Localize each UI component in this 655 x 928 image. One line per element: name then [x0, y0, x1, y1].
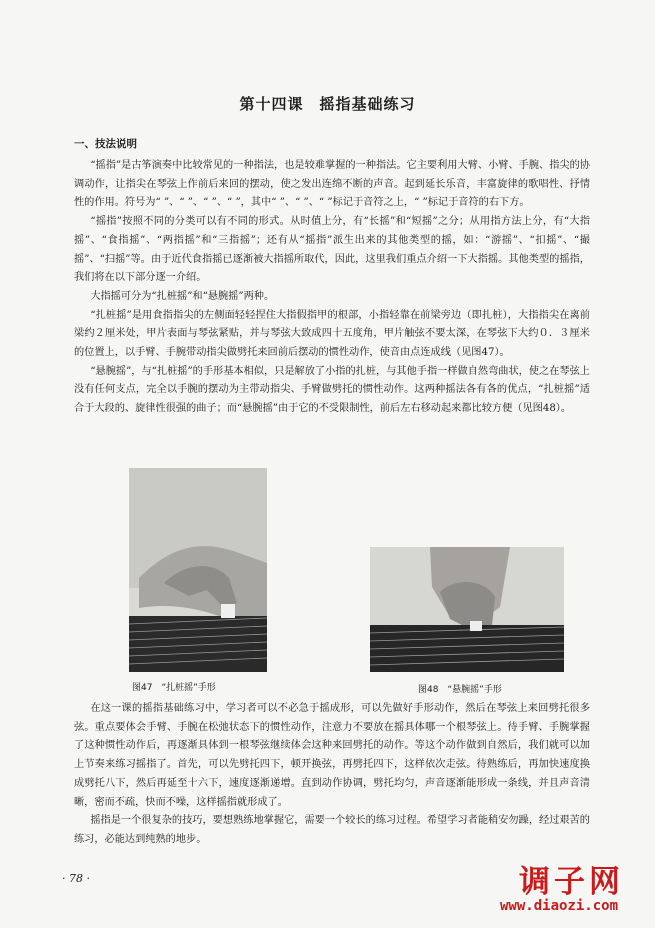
page-number: · 78 ·	[62, 872, 90, 885]
watermark-url: www.diaozi.com	[500, 898, 619, 914]
section-heading: 一、技法说明	[74, 138, 137, 150]
figures	[0, 462, 655, 695]
body-text-top	[74, 157, 590, 419]
paragraph: “扎桩摇”是用食指指尖的左侧面轻轻捏住大指假指甲的根部，小指轻靠在前梁旁边（即扎桩），大指指尖在离前梁约２厘米处，甲片表面与琴弦紧贴，并与琴弦大致成四十五度角，甲片触弦不要太深，在琴弦下大约０．３厘米的位置上，以手臂、手腕带动指尖做劈托来回前后摆动的惯性动作，使音由点连成线（见图47）。	[74, 309, 590, 359]
paragraph: “摇指”按照不同的分类可以有不同的形式。从时值上分，有“长摇”和“短摇”之分；从用指方法上分，有“大指摇”、“食指摇”、“两指摇”和“三指摇”；还有从“摇指”派生出来的其他类型的摇，如：“游摇”、“扣摇”、“撮摇”、“扫摇”等。由于近代食指摇已逐渐被大指摇所取代，因此，这里我们重点介绍一下大指摇。其他类型的摇指，我们将在以下部分逐一介绍。	[74, 216, 590, 284]
watermark-title: 调子网	[519, 864, 624, 900]
paragraph: “摇指”是古筝演奏中比较常见的一种指法，也是较难掌握的一种指法。它主要利用大臂、小臂、手腕、指尖的协调动作，让指尖在琴弦上作前后来回的摆动，使之发出连绵不断的声音。起到延长乐音，丰富旋律的歌唱性、抒情性的作用。符号为“ ”、“ ”、“ ”、“ ”，其中“ ”、“ ”、“ ”标记于音符之上，“ ”标记于音符的右下方。	[74, 160, 590, 209]
lesson-title: 第十四课 摇指基础练习	[239, 95, 416, 113]
figure-48-photo	[370, 547, 564, 672]
body-text-bottom	[74, 700, 590, 850]
paragraph: 摇指是一个很复杂的技巧，要想熟练地掌握它，需要一个较长的练习过程。希望学习者能稍安勿躁，经过艰苦的练习，必能达到纯熟的地步。	[74, 815, 590, 845]
figure-48-caption: 图48 “悬腕摇”手形	[418, 685, 502, 695]
figure-47-photo	[129, 468, 267, 672]
paragraph: 在这一课的摇指基础练习中，学习者可以不必急于摇成形，可以先做好手形动作，然后在琴弦上来回劈托很多弦。重点要体会手臂、手腕在松弛状态下的惯性动作，注意力不要放在摇具体哪一个根琴弦上。待手臂、手腕掌握了这种惯性动作后，再逐渐具体到一根琴弦继续体会这种来回劈托的动作。等这个动作做到自然后，我们就可以加上节奏来练习摇指了。首先，可以先劈托四下，顿开换弦，再劈托四下，这样依次走弦。待熟练后，再加快速度换成劈托八下，然后再延至十六下，速度逐渐递增。直到动作协调，劈托均匀，声音逐渐能形成一条线，并且声音清晰，密而不疏，快而不噪，这样摇指就形成了。	[74, 703, 590, 808]
paragraph: “悬腕摇”，与“扎桩摇”的手形基本相似，只是解放了小指的扎桩，与其他手指一样做自然弯曲状，使之在琴弦上没有任何支点，完全以手腕的摆动为主带动指尖、手臂做劈托的惯性动作。这两种摇法各有各的优点，“扎桩摇”适合于大段的、旋律性很强的曲子；而“悬腕摇”由于它的不受限制性，前后左右移动起来都比较方便（见图48）。	[74, 365, 590, 415]
figure-47-caption: 图47 “扎桩摇”手形	[132, 683, 216, 693]
paragraph: 大指摇可分为“扎桩摇”和“悬腕摇”两种。	[90, 290, 275, 302]
